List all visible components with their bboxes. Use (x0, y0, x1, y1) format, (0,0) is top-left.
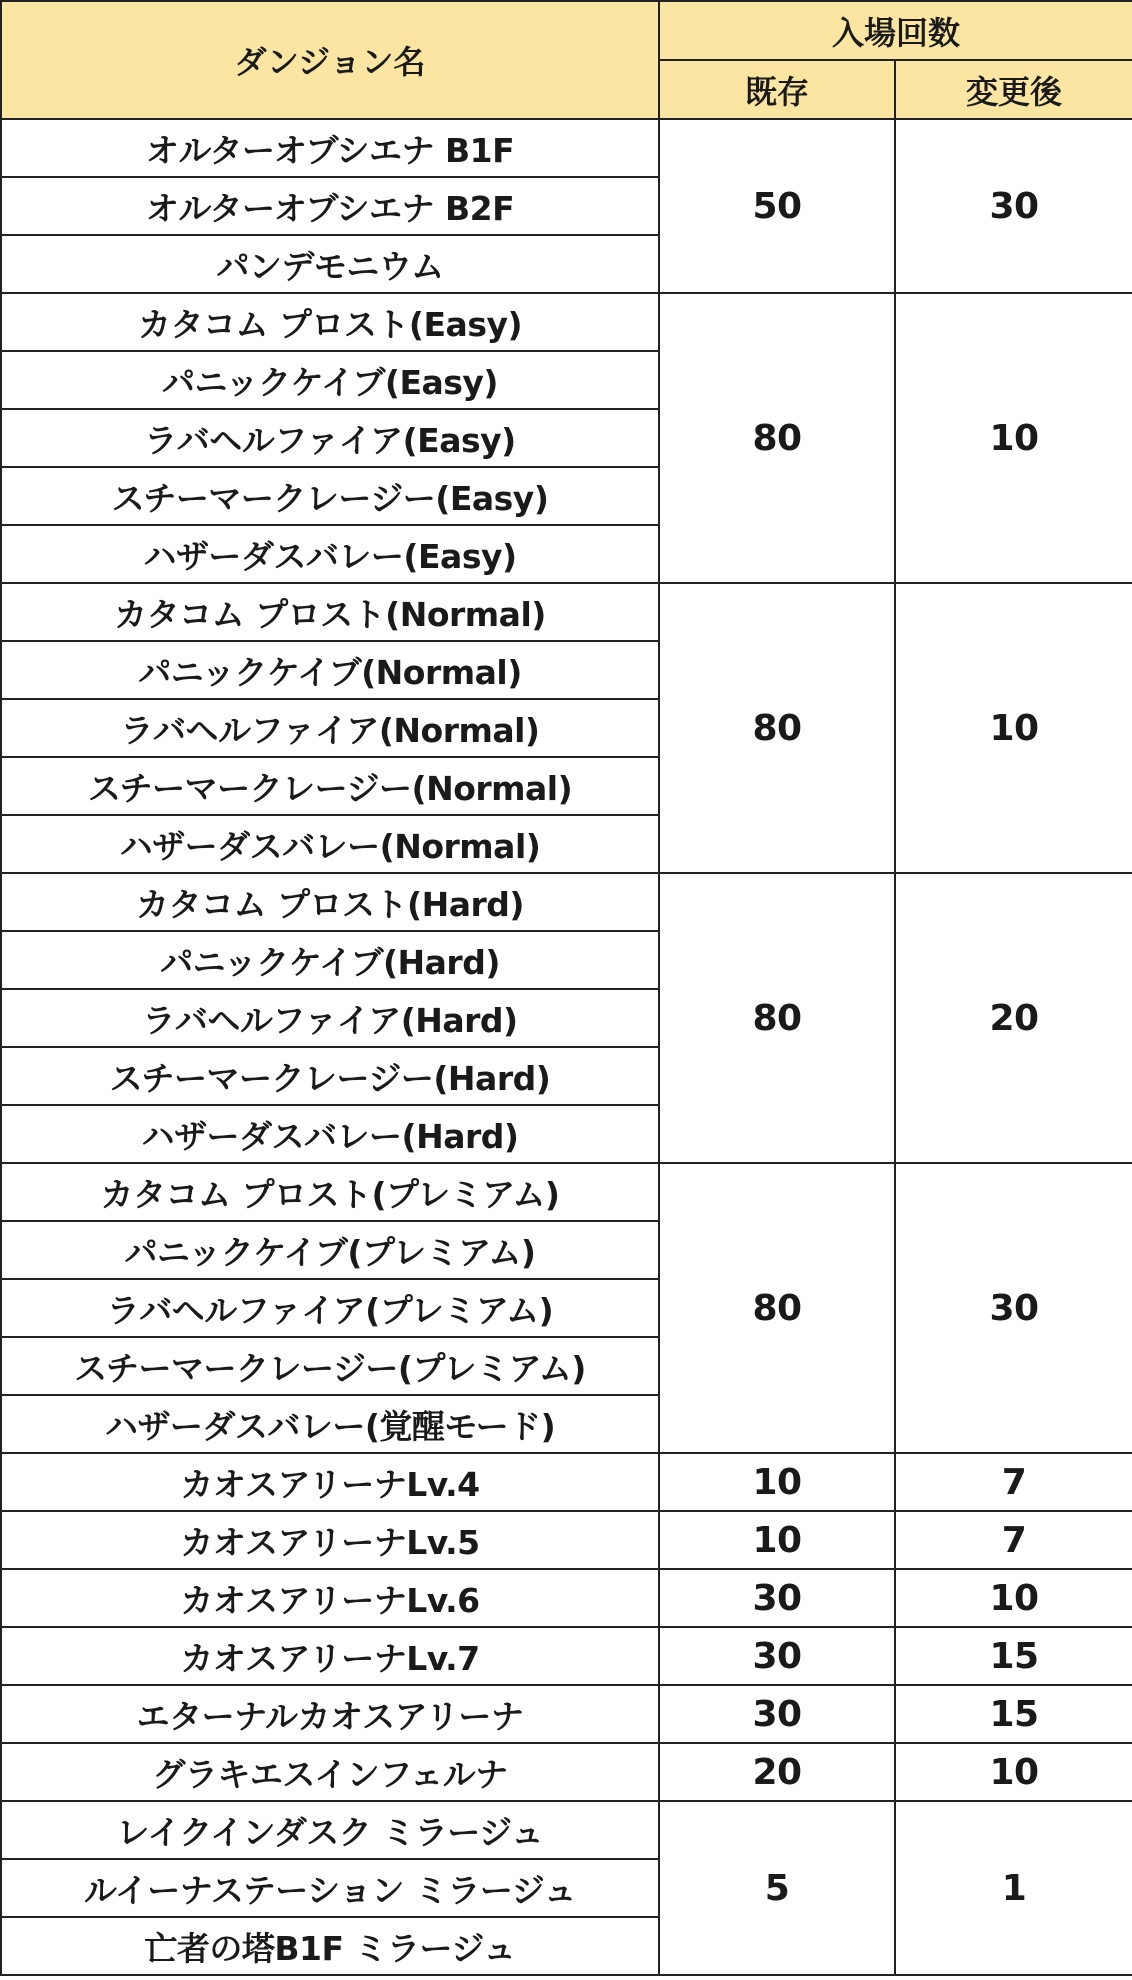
table-body (1, 119, 1132, 1975)
after-change-count-cell: 30 (895, 119, 1132, 293)
after-change-count-cell: 10 (895, 583, 1132, 873)
after-change-count-cell: 20 (895, 873, 1132, 1163)
dungeon-name-cell: オルターオブシエナ B2F (1, 177, 659, 235)
dungeon-name-cell: ラバヘルファイア(Normal) (1, 699, 659, 757)
after-change-count-cell: 15 (895, 1685, 1132, 1743)
existing-header: 既存 (659, 60, 895, 119)
dungeon-name-cell: レイクインダスク ミラージュ (1, 1801, 659, 1859)
dungeon-name-cell: 亡者の塔B1F ミラージュ (1, 1917, 659, 1975)
after-change-count-cell: 30 (895, 1163, 1132, 1453)
dungeon-name-cell: ハザーダスバレー(覚醒モード) (1, 1395, 659, 1453)
after-change-header: 変更後 (895, 60, 1132, 119)
existing-count-cell: 80 (659, 583, 895, 873)
dungeon-name-header: ダンジョン名 (1, 1, 659, 119)
dungeon-name-cell: パニックケイブ(プレミアム) (1, 1221, 659, 1279)
table-row (1, 1743, 1132, 1801)
existing-count-cell: 80 (659, 873, 895, 1163)
dungeon-name-cell: カオスアリーナLv.7 (1, 1627, 659, 1685)
after-change-count-cell: 15 (895, 1627, 1132, 1685)
dungeon-name-cell: グラキエスインフェルナ (1, 1743, 659, 1801)
dungeon-name-cell: スチーマークレージー(プレミアム) (1, 1337, 659, 1395)
entry-count-header: 入場回数 (659, 1, 1132, 60)
dungeon-name-cell: カオスアリーナLv.6 (1, 1569, 659, 1627)
after-change-count-cell: 7 (895, 1453, 1132, 1511)
existing-count-cell: 30 (659, 1627, 895, 1685)
table-row (1, 1627, 1132, 1685)
dungeon-name-cell: カオスアリーナLv.5 (1, 1511, 659, 1569)
table-row (1, 1163, 1132, 1221)
existing-count-cell: 10 (659, 1453, 895, 1511)
dungeon-name-cell: ラバヘルファイア(Hard) (1, 989, 659, 1047)
existing-count-cell: 5 (659, 1801, 895, 1975)
dungeon-name-cell: パニックケイブ(Easy) (1, 351, 659, 409)
dungeon-name-cell: ハザーダスバレー(Normal) (1, 815, 659, 873)
dungeon-name-cell: カタコム プロスト(プレミアム) (1, 1163, 659, 1221)
existing-count-cell: 10 (659, 1511, 895, 1569)
dungeon-name-cell: ルイーナステーション ミラージュ (1, 1859, 659, 1917)
dungeon-name-cell: カタコム プロスト(Hard) (1, 873, 659, 931)
after-change-count-cell: 10 (895, 1569, 1132, 1627)
after-change-count-cell: 7 (895, 1511, 1132, 1569)
dungeon-name-cell: パンデモニウム (1, 235, 659, 293)
dungeon-name-cell: スチーマークレージー(Easy) (1, 467, 659, 525)
dungeon-name-cell: カオスアリーナLv.4 (1, 1453, 659, 1511)
existing-count-cell: 30 (659, 1685, 895, 1743)
dungeon-name-cell: ハザーダスバレー(Easy) (1, 525, 659, 583)
dungeon-name-cell: ラバヘルファイア(プレミアム) (1, 1279, 659, 1337)
table-row (1, 1801, 1132, 1859)
table-row (1, 119, 1132, 177)
existing-count-cell: 20 (659, 1743, 895, 1801)
after-change-count-cell: 10 (895, 293, 1132, 583)
table-row (1, 1511, 1132, 1569)
table-row (1, 1685, 1132, 1743)
after-change-count-cell: 1 (895, 1801, 1132, 1975)
existing-count-cell: 80 (659, 293, 895, 583)
dungeon-name-cell: ハザーダスバレー(Hard) (1, 1105, 659, 1163)
after-change-count-cell: 10 (895, 1743, 1132, 1801)
existing-count-cell: 80 (659, 1163, 895, 1453)
table-row (1, 873, 1132, 931)
dungeon-name-cell: スチーマークレージー(Normal) (1, 757, 659, 815)
dungeon-name-cell: エターナルカオスアリーナ (1, 1685, 659, 1743)
dungeon-name-cell: オルターオブシエナ B1F (1, 119, 659, 177)
dungeon-name-cell: ラバヘルファイア(Easy) (1, 409, 659, 467)
existing-count-cell: 50 (659, 119, 895, 293)
dungeon-name-cell: カタコム プロスト(Easy) (1, 293, 659, 351)
table-row (1, 1569, 1132, 1627)
table-row (1, 293, 1132, 351)
dungeon-name-cell: パニックケイブ(Hard) (1, 931, 659, 989)
table-row (1, 583, 1132, 641)
table-header (1, 1, 1132, 119)
table-row (1, 1453, 1132, 1511)
existing-count-cell: 30 (659, 1569, 895, 1627)
dungeon-name-cell: カタコム プロスト(Normal) (1, 583, 659, 641)
dungeon-name-cell: パニックケイブ(Normal) (1, 641, 659, 699)
dungeon-name-cell: スチーマークレージー(Hard) (1, 1047, 659, 1105)
